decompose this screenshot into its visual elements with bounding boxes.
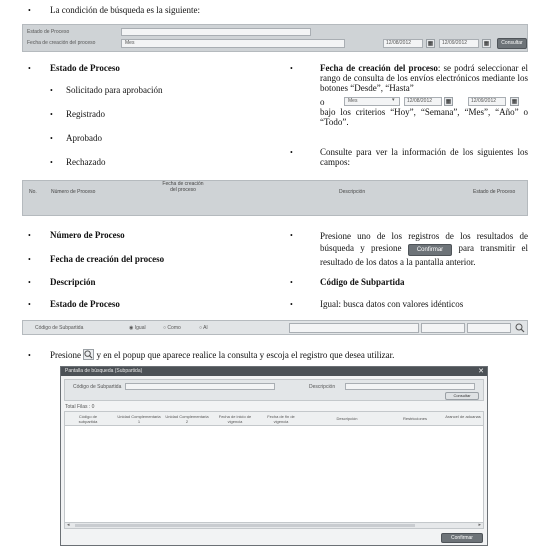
fecha-criteria: bajo los criterios “Hoy”, “Semana”, “Mes”, “Año” o “Todo”. xyxy=(320,107,528,127)
bullet-icon: • xyxy=(290,231,293,240)
radio-igual-label: Igual xyxy=(134,325,146,331)
fecha-text: : se podrá seleccionar el rango de consulta de los envíos electrónicos mediante los botones “Desde”, “Hasta” xyxy=(320,63,528,93)
col-header: No. xyxy=(29,189,37,195)
code-input[interactable] xyxy=(289,323,419,333)
mini-date-to[interactable]: 12/09/2012 xyxy=(468,97,506,106)
popup-col-header: Código de subpartida xyxy=(78,414,98,424)
popup-grid xyxy=(64,411,484,529)
presione-paragraph xyxy=(320,230,528,268)
presione-text-a: Presione uno de los registros de los resultados de búsqueda y presione xyxy=(320,231,528,253)
popup-col-header: Arancel de aduanas xyxy=(445,414,481,419)
field-item: Fecha de creación del proceso xyxy=(50,254,165,264)
popup-consultar-button[interactable]: Consultar xyxy=(445,392,479,400)
col-header: Estado de Proceso xyxy=(473,189,516,195)
consulte-text: Consulte para ver la información de los siguientes los campos: xyxy=(320,147,528,167)
date-to-input[interactable]: 12/09/2012 xyxy=(439,39,479,48)
scroll-right-icon[interactable]: ▸ xyxy=(478,523,481,528)
mini-date-from[interactable]: 12/08/2012 xyxy=(404,97,442,106)
popup-col-header: Restricciones xyxy=(402,416,427,421)
presione-text-b: para transmitir el resultado de los datos a la pantalla anterior. xyxy=(320,243,528,267)
code-input[interactable] xyxy=(421,323,465,333)
popup-window xyxy=(60,366,488,546)
estado-item: Aprobado xyxy=(66,133,102,143)
bullet-icon: • xyxy=(50,110,53,119)
codigo-desc: Igual: busca datos con valores idénticos xyxy=(320,299,464,309)
popup-grid-header xyxy=(65,412,483,426)
radio-como[interactable]: ○ Como xyxy=(163,325,181,331)
close-icon[interactable]: ✕ xyxy=(478,368,484,375)
bullet-icon: • xyxy=(290,300,293,309)
bullet-icon: • xyxy=(28,351,31,360)
bullet-icon: • xyxy=(50,158,53,167)
popup-confirmar-button[interactable]: Confirmar xyxy=(441,533,483,543)
calendar-icon[interactable]: ▦ xyxy=(511,99,518,105)
popup-col-header: Fecha de fin de vigencia xyxy=(267,414,295,424)
date-from-input[interactable]: 12/08/2012 xyxy=(383,39,423,48)
popup-titlebar xyxy=(61,367,487,376)
radio-al-label: Al xyxy=(203,325,208,331)
bullet-icon: • xyxy=(28,231,31,240)
popup-code-input[interactable] xyxy=(125,383,275,390)
popup-desc-input[interactable] xyxy=(345,383,475,390)
popup-col-header: Unidad Complementaria 2 xyxy=(165,414,209,424)
fecha-title: Fecha de creación del proceso xyxy=(320,63,438,73)
col-header: Fecha de creación del proceso xyxy=(162,181,204,193)
bullet-icon: • xyxy=(28,300,31,309)
search-icon[interactable] xyxy=(515,323,525,333)
col-header: Número de Proceso xyxy=(51,189,96,195)
popup-col-header: Fecha de inicio de vigencia xyxy=(218,414,252,424)
popup-field2-label: Descripción xyxy=(309,384,336,390)
estado-item: Rechazado xyxy=(66,157,106,167)
results-header-panel xyxy=(22,180,528,216)
popup-total: Total Filas : 0 xyxy=(65,404,95,410)
estado-item: Registrado xyxy=(66,109,105,119)
estado-item: Solicitado para aprobación xyxy=(66,85,163,95)
estado-title: Estado de Proceso xyxy=(50,63,120,73)
confirmar-button[interactable]: Confirmar xyxy=(408,244,452,256)
results-header-row xyxy=(23,181,529,199)
bullet-icon: • xyxy=(28,278,31,287)
field-item: Estado de Proceso xyxy=(50,299,120,309)
bullet-icon: • xyxy=(28,64,31,73)
consultar-button[interactable]: Consultar xyxy=(497,38,527,49)
bullet-icon: • xyxy=(50,86,53,95)
popup-instr-b: y en el popup que aparece realice la consulta y escoja el registro que desea utilizar. xyxy=(96,350,395,360)
code-input[interactable] xyxy=(467,323,511,333)
calendar-icon[interactable]: ▦ xyxy=(427,41,434,47)
period-select[interactable]: Mes xyxy=(121,39,345,48)
bullet-icon: • xyxy=(50,134,53,143)
fecha-paragraph xyxy=(320,63,528,93)
popup-instr-a: Presione xyxy=(50,350,81,360)
o-text: o xyxy=(320,97,325,107)
bullet-icon: • xyxy=(290,64,293,73)
popup-field1-label: Código de Subpartida xyxy=(73,384,122,390)
popup-col-header: Descripción xyxy=(336,416,358,421)
fecha-label: Fecha de creación del proceso xyxy=(27,40,96,46)
calendar-icon[interactable]: ▦ xyxy=(445,99,452,105)
scrollbar-thumb[interactable] xyxy=(75,524,415,527)
popup-col-header: Unidad Complementaria 1 xyxy=(117,414,161,424)
popup-search-area xyxy=(64,379,484,401)
field-item: Número de Proceso xyxy=(50,230,125,240)
scroll-left-icon[interactable]: ◂ xyxy=(67,523,70,528)
code-bar xyxy=(22,320,528,335)
bullet-icon: • xyxy=(290,148,293,157)
bullet-icon: • xyxy=(28,6,31,15)
intro-text: La condición de búsqueda es la siguiente: xyxy=(50,5,200,15)
estado-label: Estado de Proceso xyxy=(27,29,70,35)
estado-select[interactable] xyxy=(121,28,311,36)
code-label: Código de Subpartida xyxy=(35,325,84,331)
popup-instruction xyxy=(50,350,394,361)
chevron-down-icon: ▾ xyxy=(392,97,395,103)
field-item: Descripción xyxy=(50,277,96,287)
search-panel xyxy=(22,24,528,52)
radio-como-label: Como xyxy=(167,325,181,331)
calendar-icon[interactable]: ▦ xyxy=(483,41,490,47)
search-icon[interactable] xyxy=(83,349,94,360)
mini-period-select[interactable]: Mes xyxy=(344,97,400,106)
col-header: Descripción xyxy=(339,189,366,195)
bullet-icon: • xyxy=(290,278,293,287)
radio-igual[interactable]: ◉ Igual xyxy=(129,325,146,331)
codigo-title: Código de Subpartida xyxy=(320,277,405,287)
radio-al[interactable]: ○ Al xyxy=(199,325,208,331)
horizontal-scrollbar[interactable] xyxy=(65,522,483,528)
popup-title: Pantalla de búsqueda (Subpartida) xyxy=(65,368,143,374)
bullet-icon: • xyxy=(28,255,31,264)
